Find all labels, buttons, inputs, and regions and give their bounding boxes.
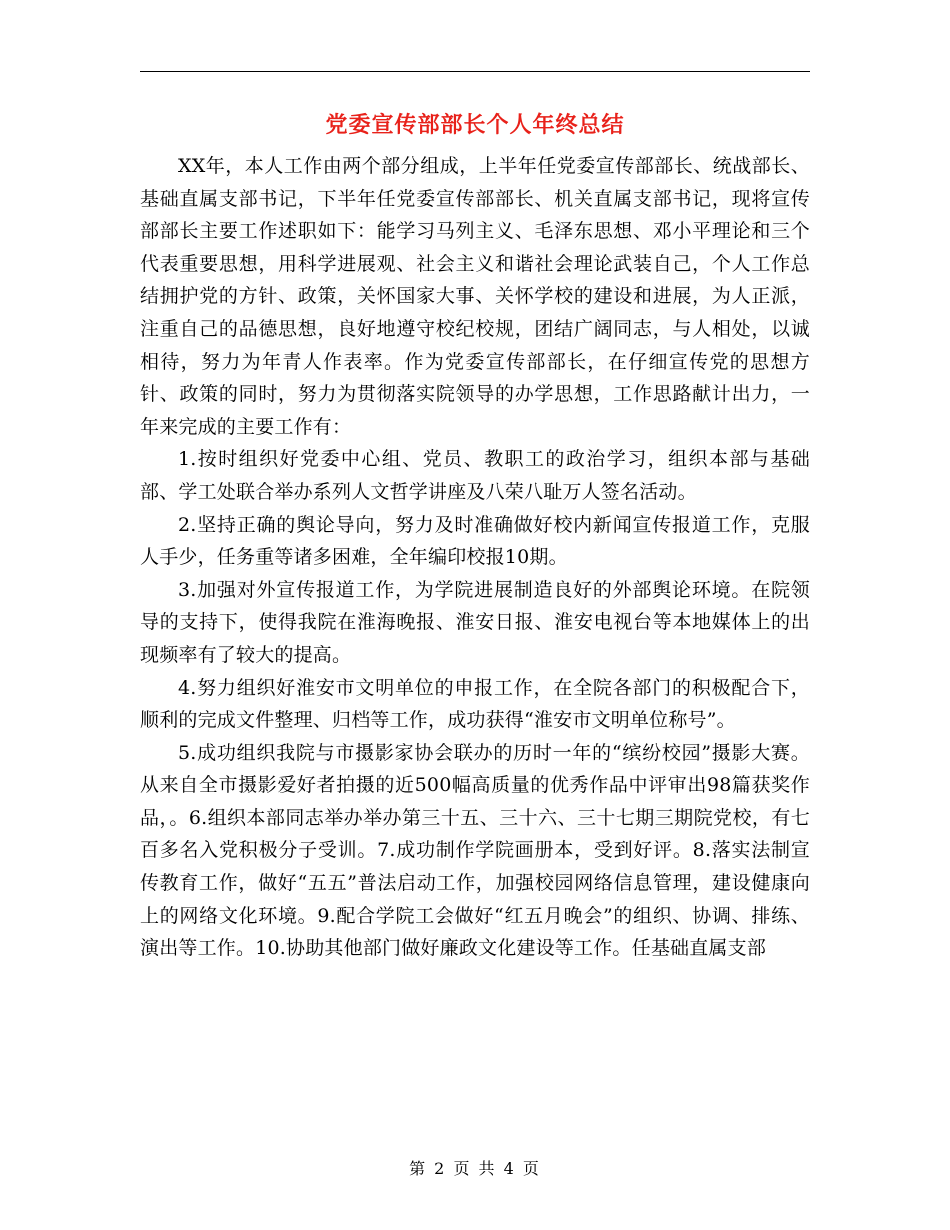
paragraph-item-4: 4.努力组织好淮安市文明单位的申报工作，在全院各部门的积极配合下，顺利的完成文件整理、归档等工作，成功获得“淮安市文明单位称号”。 [140,676,810,732]
document-body [140,150,810,965]
paragraph-item-2: 2.坚持正确的舆论导向，努力及时准确做好校内新闻宣传报道工作，克服人手少，任务重等诸多困难，全年编印校报10期。 [140,513,810,569]
paragraph-item-1: 1.按时组织好党委中心组、党员、教职工的政治学习，组织本部与基础部、学工处联合举办系列人文哲学讲座及八荣八耻万人签名活动。 [140,448,810,503]
paragraph-item-5: 5.成功组织我院与市摄影家协会联办的历时一年的“缤纷校园”摄影大赛。从来自全市摄影爱好者拍摄的近500幅高质量的优秀作品中评审出98篇获奖作品，。6.组织本部同志举办举办第三十五、三十六、三十七期三期院党校，有七百多名入党积极分子受训。7.成功制作学院画册本，受到好评。8.落实法制宣传教育工作，做好“五五”普法启动工作，加强校园网络信息管理，建设健康向上的网络文化环境。9.配合学院工会做好“红五月晚会”的组织、协调、排练、演出等工作。10.协助其他部门做好廉政文化建设等工作。任基础直属支部 [140,741,810,960]
paragraph-intro: XX年，本人工作由两个部分组成，上半年任党委宣传部部长、统战部长、基础直属支部书记，下半年任党委宣传部部长、机关直属支部书记，现将宣传部部长主要工作述职如下：能学习马列主义、毛泽东思想、邓小平理论和三个代表重要思想，用科学进展观、社会主义和谐社会理论武装自己，个人工作总结拥护党的方针、政策，关怀国家大事、关怀学校的建设和进展，为人正派，注重自己的品德思想，良好地遵守校纪校规，团结广阔同志，与人相处，以诚相待，努力为年青人作表率。作为党委宣传部部长，在仔细宣传党的思想方针、政策的同时，努力为贯彻落实院领导的办学思想，工作思路献计出力，一年来完成的主要工作有： [140,155,810,438]
header-rule [140,71,810,72]
paragraph-item-3: 3.加强对外宣传报道工作，为学院进展制造良好的外部舆论环境。在院领导的支持下，使得我院在淮海晚报、淮安日报、淮安电视台等本地媒体上的出现频率有了较大的提高。 [140,578,810,666]
page-number-footer: 第 2 页 共 4 页 [409,1159,541,1178]
document-title: 党委宣传部部长个人年终总结 [325,112,625,138]
